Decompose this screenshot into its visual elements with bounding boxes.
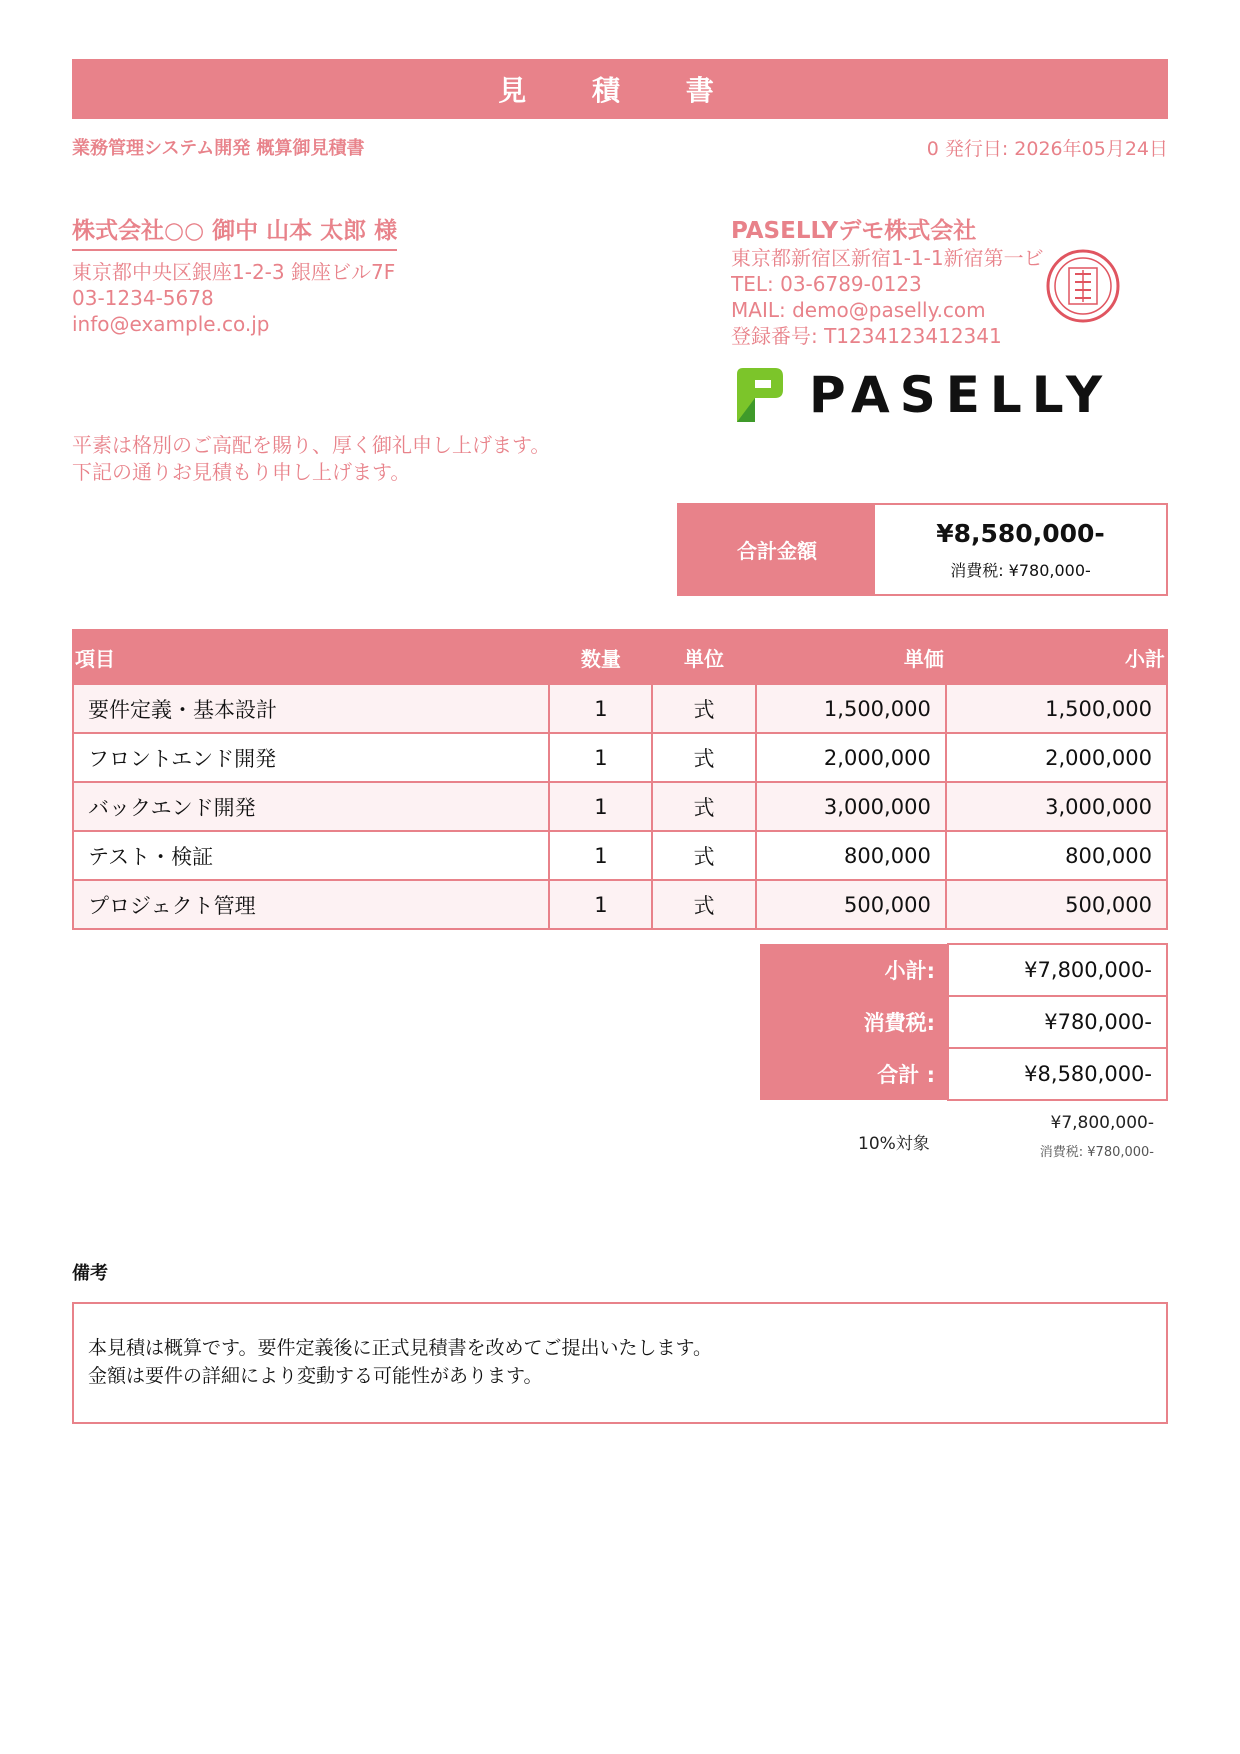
tax-rate-tax: 消費税: ¥780,000- <box>1039 1145 1154 1160</box>
logo-text: PASELLY <box>809 366 1113 424</box>
total-label: 合計金額 <box>679 505 875 594</box>
row-unit: 式 <box>652 880 755 929</box>
client-name: 株式会社○○ 御中 山本 太郎 様 <box>72 212 397 251</box>
company-seal-stamp <box>1045 238 1121 334</box>
header-item: 項目 <box>73 630 549 684</box>
header-subtotal: 小計 <box>946 630 1167 684</box>
summary-subtotal-label: 小計: <box>760 944 948 996</box>
summary-total-label: 合計 : <box>760 1048 948 1100</box>
row-unit-price: 1,500,000 <box>756 684 946 733</box>
header-quantity: 数量 <box>549 630 652 684</box>
row-item-name: フロントエンド開発 <box>73 733 549 782</box>
greeting <box>72 432 550 486</box>
total-amount-box <box>677 503 1168 596</box>
summary-tax-value: ¥780,000- <box>948 996 1167 1048</box>
company-mail: MAIL: demo@paselly.com <box>731 298 986 322</box>
summary-table <box>760 943 1168 1101</box>
row-subtotal: 800,000 <box>946 831 1167 880</box>
company-registration: 登録番号: T1234123412341 <box>731 324 1002 348</box>
notes-box <box>72 1302 1168 1424</box>
table-row <box>73 684 1167 733</box>
document-title: 見 積 書 <box>72 59 1168 119</box>
table-header-row <box>73 630 1167 684</box>
client-email: info@example.co.jp <box>72 312 270 336</box>
client-info <box>72 259 395 337</box>
company-address: 東京都新宿区新宿1-1-1新宿第一ビ <box>731 246 1044 270</box>
row-unit-price: 800,000 <box>756 831 946 880</box>
row-unit: 式 <box>652 831 755 880</box>
total-amount: ¥8,580,000- <box>936 518 1105 548</box>
row-unit-price: 500,000 <box>756 880 946 929</box>
row-item-name: バックエンド開発 <box>73 782 549 831</box>
notes-line-1: 本見積は概算です。要件定義後に正式見積書を改めてご提出いたします。 <box>88 1337 712 1359</box>
row-subtotal: 3,000,000 <box>946 782 1167 831</box>
row-quantity: 1 <box>549 880 652 929</box>
table-row <box>73 831 1167 880</box>
row-unit: 式 <box>652 782 755 831</box>
document-subject: 業務管理システム開発 概算御見積書 <box>72 138 365 159</box>
company-tel: TEL: 03-6789-0123 <box>731 272 922 296</box>
row-item-name: 要件定義・基本設計 <box>73 684 549 733</box>
row-unit: 式 <box>652 684 755 733</box>
row-unit-price: 2,000,000 <box>756 733 946 782</box>
line-items-table <box>72 629 1168 930</box>
row-quantity: 1 <box>549 684 652 733</box>
row-quantity: 1 <box>549 831 652 880</box>
total-values <box>875 505 1166 594</box>
row-unit: 式 <box>652 733 755 782</box>
logo-mark-icon <box>731 366 785 424</box>
tax-rate-amount: ¥7,800,000- <box>1050 1113 1154 1133</box>
row-quantity: 1 <box>549 733 652 782</box>
summary-tax-label: 消費税: <box>760 996 948 1048</box>
row-unit-price: 3,000,000 <box>756 782 946 831</box>
row-subtotal: 500,000 <box>946 880 1167 929</box>
summary-subtotal-value: ¥7,800,000- <box>948 944 1167 996</box>
greeting-line-2: 下記の通りお見積もり申し上げます。 <box>72 460 411 484</box>
row-item-name: プロジェクト管理 <box>73 880 549 929</box>
row-item-name: テスト・検証 <box>73 831 549 880</box>
summary-tax-row <box>760 996 1167 1048</box>
header-unit: 単位 <box>652 630 755 684</box>
notes-title: 備考 <box>72 1263 108 1284</box>
total-tax: 消費税: ¥780,000- <box>950 560 1091 580</box>
issue-date: 0 発行日: 2026年05月24日 <box>926 138 1168 160</box>
row-subtotal: 2,000,000 <box>946 733 1167 782</box>
summary-subtotal-row <box>760 944 1167 996</box>
company-logo <box>731 366 1112 424</box>
table-row <box>73 733 1167 782</box>
tax-rate-label: 10%対象 <box>858 1134 930 1154</box>
client-phone: 03-1234-5678 <box>72 286 214 310</box>
row-subtotal: 1,500,000 <box>946 684 1167 733</box>
summary-total-value: ¥8,580,000- <box>948 1048 1167 1100</box>
greeting-line-1: 平素は格別のご高配を賜り、厚く御礼申し上げます。 <box>72 433 551 457</box>
header-unit-price: 単価 <box>756 630 946 684</box>
company-name: PASELLYデモ株式会社 <box>731 218 977 244</box>
row-quantity: 1 <box>549 782 652 831</box>
summary-total-row <box>760 1048 1167 1100</box>
table-row <box>73 880 1167 929</box>
table-row <box>73 782 1167 831</box>
company-info <box>731 245 1071 349</box>
client-address: 東京都中央区銀座1-2-3 銀座ビル7F <box>72 260 396 284</box>
notes-line-2: 金額は要件の詳細により変動する可能性があります。 <box>88 1365 543 1387</box>
